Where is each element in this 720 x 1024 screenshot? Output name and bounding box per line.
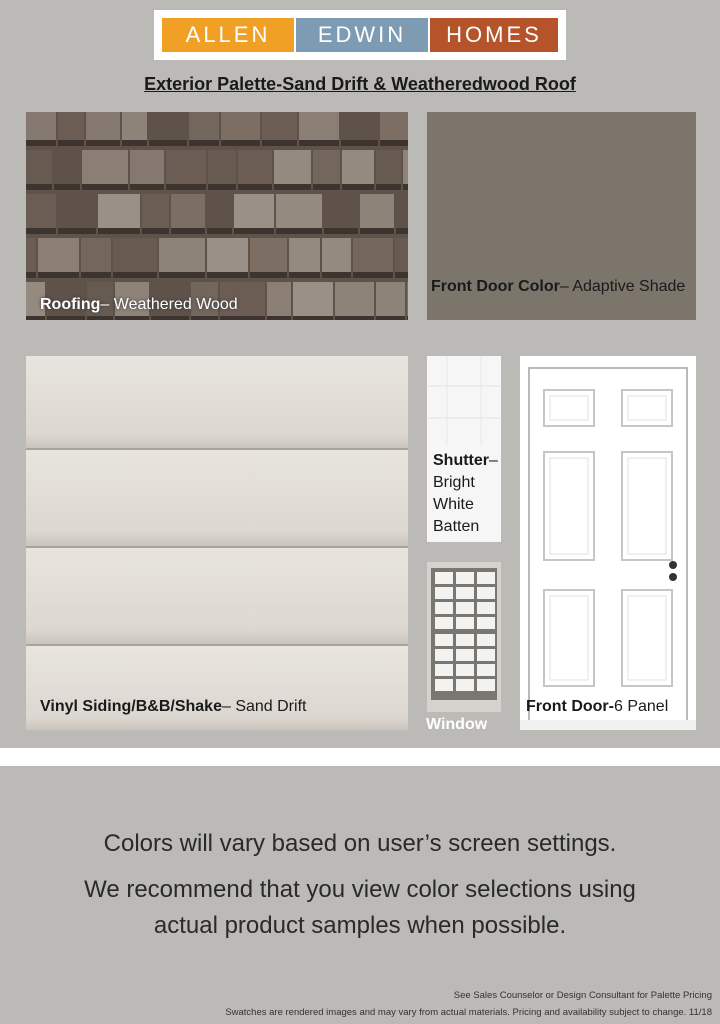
logo-word-allen: ALLEN (162, 18, 294, 52)
front-door-label (526, 696, 668, 718)
fine-print-pricing: See Sales Counselor or Design Consultant for Palette Pricing (453, 990, 712, 1001)
siding-name: Vinyl Siding/B&B/Shake (40, 698, 222, 715)
notice-line-1: Colors will vary based on user’s screen settings. (103, 830, 617, 857)
front-door-color-value: – Adaptive Shade (559, 278, 686, 295)
front-door-swatch (520, 356, 696, 730)
allen-edwin-homes-logo (154, 10, 566, 60)
window-image (427, 562, 501, 712)
shutter-value: – Bright White Batten (433, 452, 498, 535)
window-swatch (427, 562, 501, 712)
siding-image (26, 356, 408, 730)
roofing-label (40, 294, 238, 316)
front-door-value: 6 Panel (613, 698, 669, 715)
window-label: Window (426, 716, 488, 733)
front-door-color-label (431, 276, 691, 298)
front-door-color-name: Front Door Color (431, 278, 560, 295)
logo-word-homes: HOMES (430, 18, 558, 52)
fine-print-disclaimer: Swatches are rendered images and may vary from actual materials. Pricing and availability subject to change. 11/18 (225, 1007, 712, 1018)
divider (0, 748, 720, 766)
shutter-name: Shutter (433, 452, 489, 469)
roofing-name: Roofing (40, 296, 101, 313)
roof-shingles-image (26, 112, 408, 320)
siding-label (40, 696, 306, 718)
roofing-swatch (26, 112, 408, 320)
front-door-name: Front Door- (526, 698, 614, 715)
logo-word-edwin: EDWIN (296, 18, 428, 52)
siding-value: – Sand Drift (221, 698, 307, 715)
notice-line-3: actual product samples when possible. (153, 912, 567, 939)
page-title: Exterior Palette-Sand Drift & Weatheredwood Roof (144, 74, 576, 94)
notice-line-2: We recommend that you view color selections using (84, 876, 636, 903)
siding-swatch (26, 356, 408, 730)
shutter-label (433, 450, 503, 538)
roofing-value: – Weathered Wood (100, 296, 238, 313)
six-panel-door-image (520, 356, 696, 730)
